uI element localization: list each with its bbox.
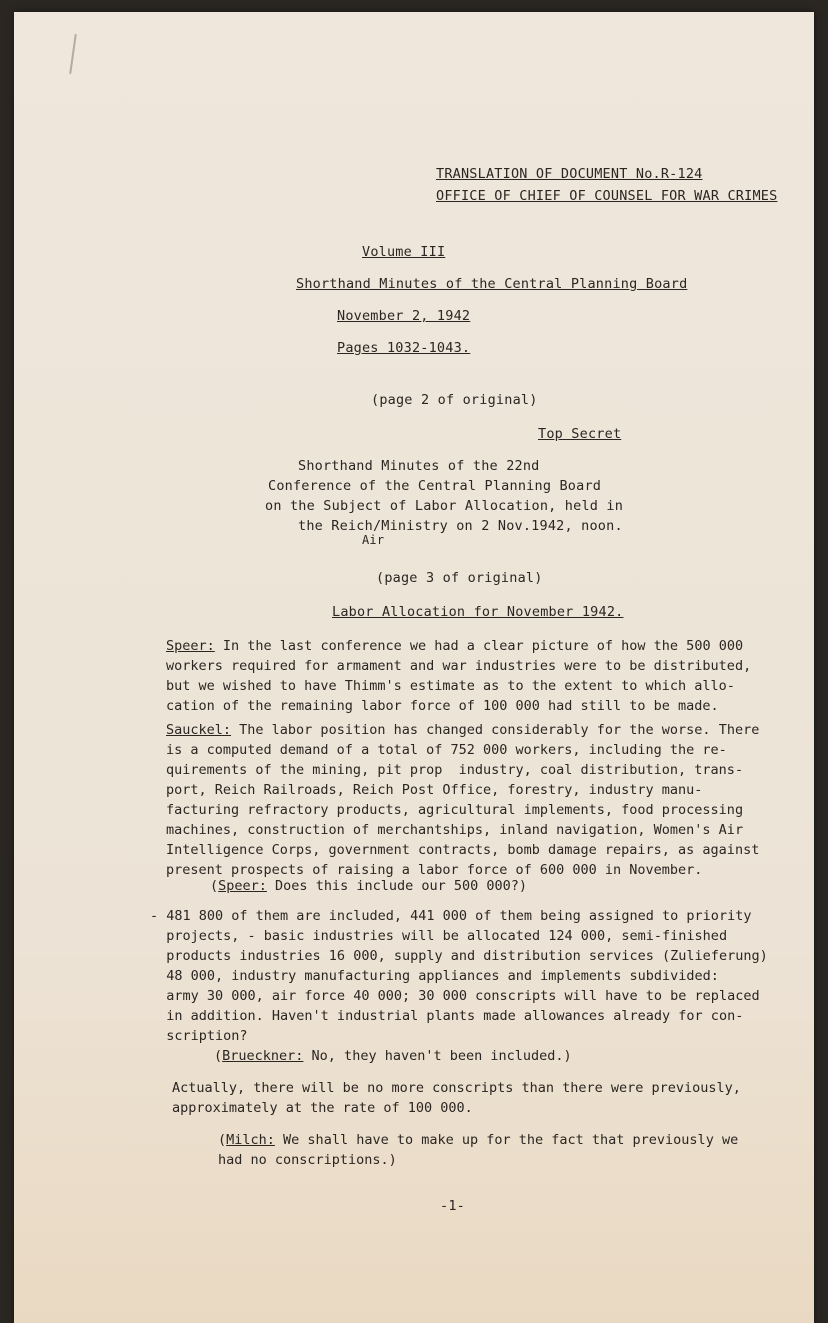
sauckel-paragraph	[166, 720, 759, 880]
conference-line-4: the Reich/Ministry on 2 Nov.1942, noon.	[298, 518, 623, 534]
speaker-sauckel: Sauckel:	[166, 722, 232, 738]
pencil-mark	[69, 34, 77, 74]
speaker-milch: Milch:	[226, 1132, 275, 1148]
header-line-2: OFFICE OF CHIEF OF COUNSEL FOR WAR CRIMES	[436, 188, 778, 204]
milch-remark: (Milch: We shall have to make up for the fact that previously we had no conscriptions.)	[218, 1132, 739, 1168]
actually-paragraph: Actually, there will be no more conscripts than there were previously, approximately at the rate of 100 000.	[172, 1080, 741, 1116]
speer-question: (Speer: Does this include our 500 000?)	[210, 878, 528, 894]
speer-question-text: Does this include our 500 000?)	[266, 878, 528, 894]
document-page	[14, 12, 814, 1323]
section-heading: Labor Allocation for November 1942.	[332, 604, 624, 620]
speer-paragraph	[166, 636, 751, 716]
conference-line-3: on the Subject of Labor Allocation, held in	[265, 498, 624, 514]
speaker-speer: Speer:	[166, 638, 215, 654]
classification: Top Secret	[538, 426, 622, 442]
volume-title: Volume III	[362, 244, 446, 260]
sauckel-text: The labor position has changed considerably for the worse. There is a computed demand of a total of 752 000 workers, including the re- quirements of the mining, pit prop industry, coal distribution, trans- port, Reich Railroads, Reich Post Office, forestry, industry manu- facturing refractory products, agricultural implements, food processing machines, construction of merchantships, inland navigation, Women's Air Intelligence Corps, government contracts, bomb damage repairs, as against present prospects of raising a labor force of 600 000 in November.	[166, 722, 760, 878]
minutes-title: Shorthand Minutes of the Central Planning Board	[296, 276, 688, 292]
page-3-note: (page 3 of original)	[376, 570, 543, 586]
answer-paragraph: - 481 800 of them are included, 441 000 of them being assigned to priority projects, - basic industries will be allocated 124 000, semi-finished products industries 16 000, supply and distribution services (Zulieferung) 48 000, industry manufacturing appliances and implements subdivided: army 30 000, air force 40 000; 30 000 conscripts will have to be replaced in addition. Haven't industrial plants made allowances already for con- scription?	[150, 908, 768, 1044]
brueckner-remark: (Brueckner: No, they haven't been included.)	[214, 1048, 572, 1064]
page-2-note: (page 2 of original)	[371, 392, 538, 408]
page-number: -1-	[440, 1198, 465, 1214]
date-title: November 2, 1942	[337, 308, 471, 324]
brueckner-text: No, they haven't been included.)	[303, 1048, 572, 1064]
milch-text: We shall have to make up for the fact that previously we had no conscriptions.)	[218, 1132, 739, 1168]
conference-line-1: Shorthand Minutes of the 22nd	[298, 458, 540, 474]
speer-text: In the last conference we had a clear picture of how the 500 000 workers required for armament and war industries were to be distributed, but we wished to have Thimm's estimate as to the extent to which allo- cation of the remaining labor force of 100 000 had still to be made.	[166, 638, 752, 714]
speaker-speer-q: Speer:	[218, 878, 267, 894]
speaker-brueckner: Brueckner:	[222, 1048, 304, 1064]
conference-line-2: Conference of the Central Planning Board	[268, 478, 602, 494]
header-line-1: TRANSLATION OF DOCUMENT No.R-124	[436, 166, 703, 182]
insert-word: Air	[362, 533, 385, 547]
pages-title: Pages 1032-1043.	[337, 340, 471, 356]
